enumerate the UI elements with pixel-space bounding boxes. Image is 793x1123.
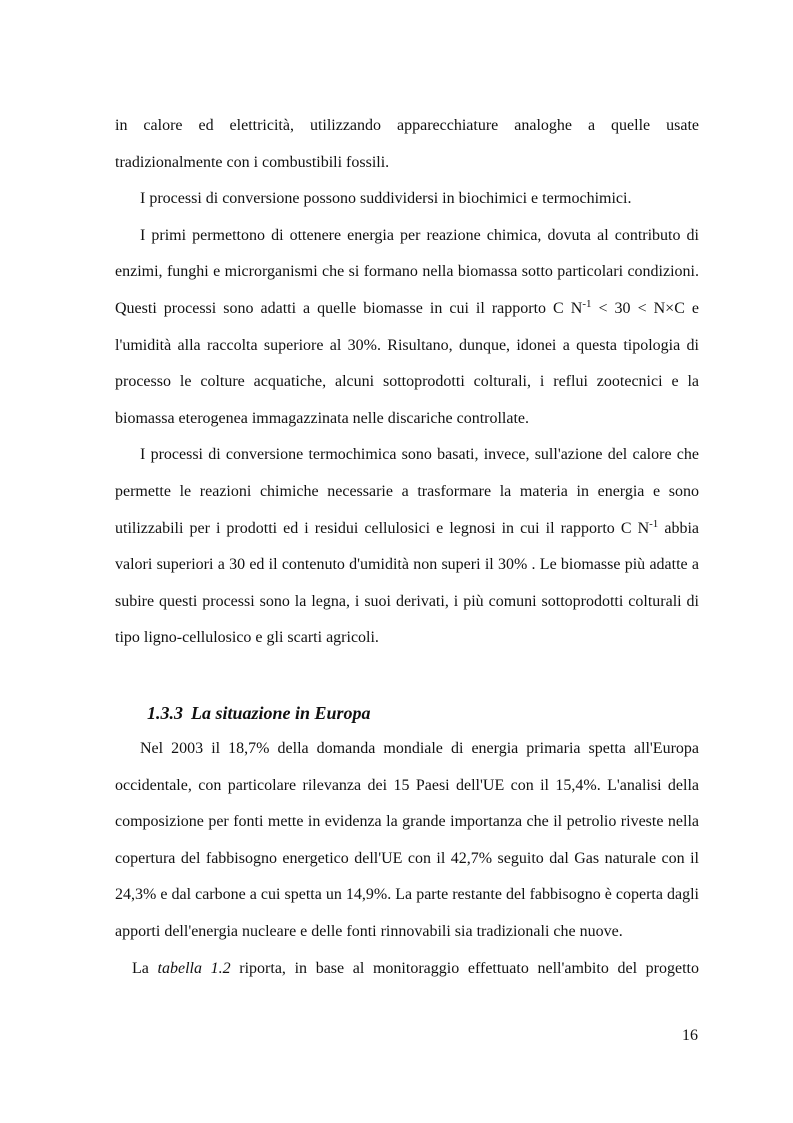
paragraph-table-lead: La (132, 959, 158, 977)
paragraph-biochemical-part2: < 30 < N×C e l'umidità alla raccolta superiore al 30%. Risultano, dunque, idonei a questa tipologia di processo le colture acquatiche, alcuni sottoprodotti colturali, i reflui zootecnici e la biomassa eterogenea immagazzinata nelle discariche controllate. (115, 299, 699, 427)
exponent-superscript: -1 (582, 297, 592, 310)
section-title: La situazione in Europa (191, 703, 371, 723)
paragraph-thermochemical-part1: I processi di conversione termochimica sono basati, invece, sull'azione del calore che permette le reazioni chimiche necessarie a trasformare la materia in energia e sono utilizzabili per i prodotti ed i residui cellulosici e legnosi in cui il rapporto C N (115, 446, 699, 537)
paragraph-biochemical (115, 218, 699, 438)
document-page (115, 108, 699, 977)
section-heading (147, 698, 371, 728)
page-number: 16 (682, 1027, 698, 1044)
table-reference: tabella 1.2 (157, 959, 231, 977)
exponent-superscript: -1 (649, 517, 659, 530)
paragraph-europe-demand: Nel 2003 il 18,7% della domanda mondiale di energia primaria spetta all'Europa occidentale, con particolare rilevanza dei 15 Paesi dell'UE con il 15,4%. L'analisi della composizione per fonti mette in evidenza la grande importanza che il petrolio riveste nella copertura del fabbisogno energetico dell'UE con il 42,7% seguito dal Gas naturale con il 24,3% e dal carbone a cui spetta un 14,9%. La parte restante del fabbisogno è coperta dagli apporti dell'energia nucleare e delle fonti rinnovabili sia tradizionali che nuove. (115, 740, 699, 940)
paragraph-biochemical-part1: I primi permettono di ottenere energia per reazione chimica, dovuta al contributo di enzimi, funghi e microrganismi che si formano nella biomassa sotto particolari condizioni. Questi processi sono adatti a quelle biomasse in cui il rapporto C N (115, 226, 699, 317)
paragraph-table-rest: riporta, in base al monitoraggio effettuato nell'ambito del progetto (230, 959, 699, 977)
section-body (115, 731, 699, 987)
paragraph-conversion-types: I processi di conversione possono suddividersi in biochimici e termochimici. (140, 190, 632, 208)
paragraph-thermochemical-part2: abbia valori superiori a 30 ed il contenuto d'umidità non superi il 30% . Le biomasse più adatte a subire questi processi sono la legna, i suoi derivati, i più comuni sottoprodotti colturali di tipo ligno-cellulosico e gli scarti agricoli. (115, 519, 699, 647)
paragraph-table-reference (115, 951, 699, 988)
section-number: 1.3.3 (147, 703, 183, 723)
paragraph-continuation: in calore ed elettricità, utilizzando apparecchiature analoghe a quelle usate tradizionalmente con i combustibili fossili. (115, 117, 699, 171)
paragraph-thermochemical (115, 437, 699, 657)
